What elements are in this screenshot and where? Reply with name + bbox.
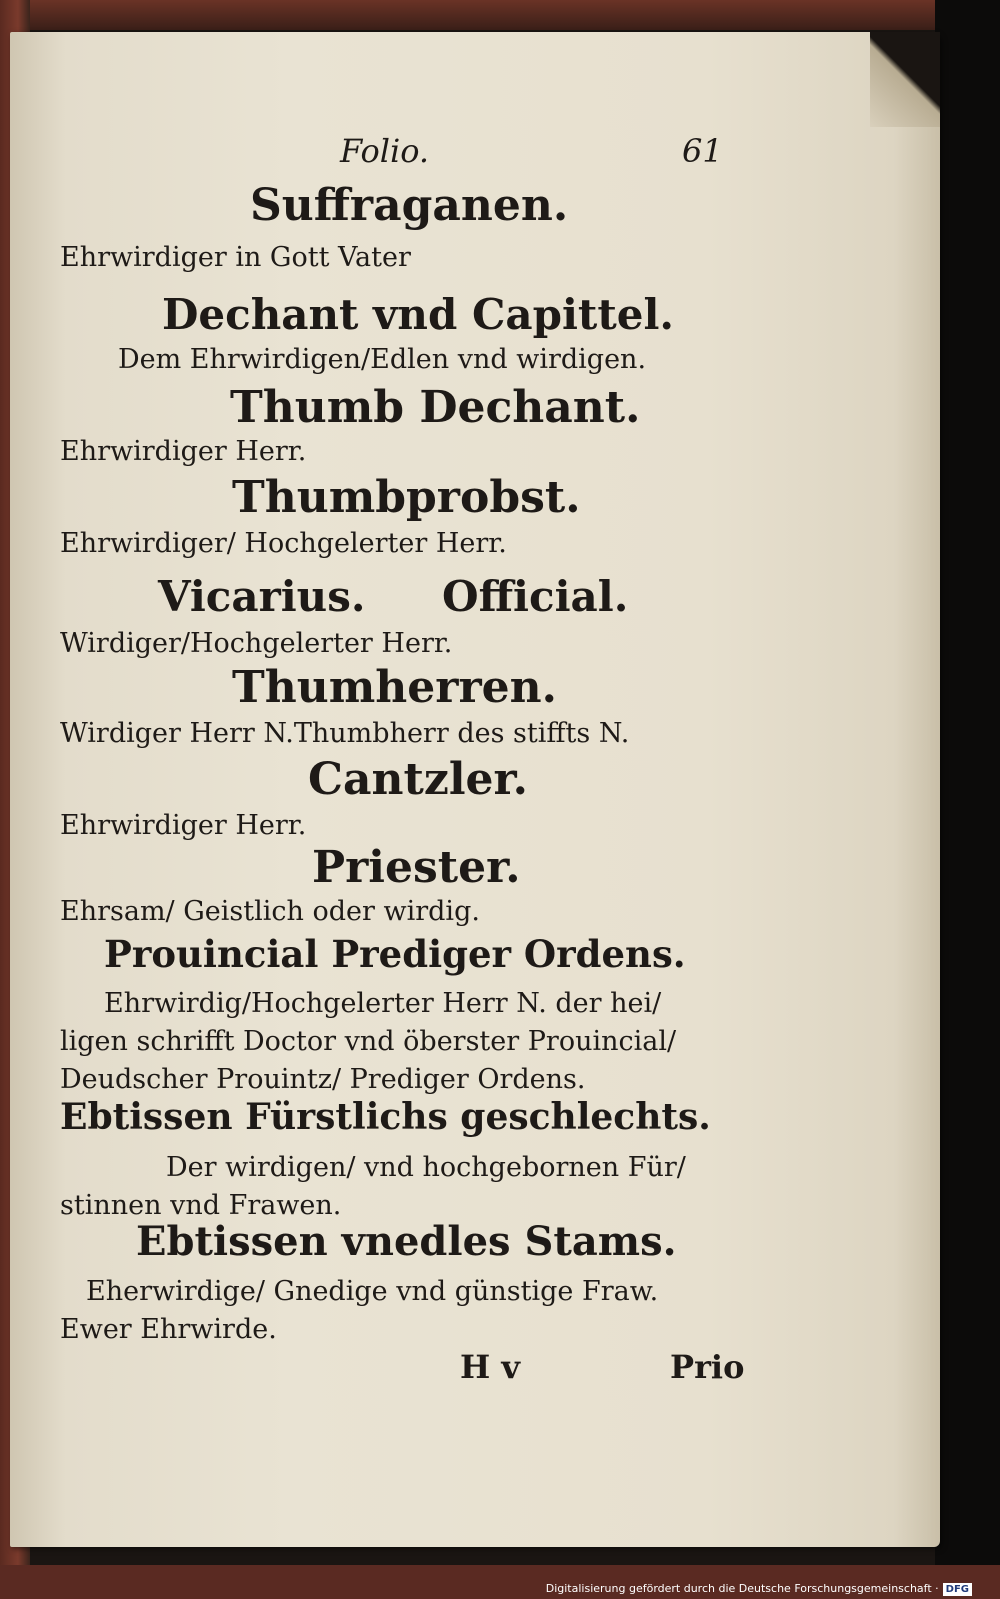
catchword: Prio (670, 1348, 745, 1386)
salutation-ebtissen-fuerstlich-line-1: Der wirdigen/ vnd hochgebornen Für/ (166, 1152, 686, 1183)
page-text (10, 32, 940, 1547)
book-page (10, 32, 940, 1547)
salutation-ebtissen-fuerstlich-line-2: stinnen vnd Frawen. (60, 1190, 342, 1221)
backdrop-right (935, 0, 1000, 1599)
salutation-ebtissen-vnedles-line-2: Ewer Ehrwirde. (60, 1314, 277, 1345)
heading-vicarius: Vicarius. (158, 572, 366, 621)
heading-cantzler: Cantzler. (308, 754, 528, 805)
salutation-prouincial-line-2: ligen schrifft Doctor vnd öberster Prouincial/ (60, 1026, 677, 1057)
heading-ebtissen-fuerstlich: Ebtissen Fürstlichs geschlechts. (60, 1096, 711, 1138)
salutation-suffraganen: Ehrwirdiger in Gott Vater (60, 242, 411, 273)
signature-mark: H v (460, 1348, 520, 1386)
dfg-logo: DFG (943, 1583, 972, 1596)
salutation-prouincial-line-1: Ehrwirdig/Hochgelerter Herr N. der hei/ (104, 988, 662, 1019)
salutation-thumbprobst: Ehrwirdiger/ Hochgelerter Herr. (60, 528, 507, 559)
heading-thumb-dechant: Thumb Dechant. (230, 382, 641, 433)
heading-dechant-capittel: Dechant vnd Capittel. (162, 290, 675, 339)
backdrop-top (0, 0, 1000, 30)
salutation-thumb-dechant: Ehrwirdiger Herr. (60, 436, 307, 467)
heading-suffraganen: Suffraganen. (250, 180, 569, 231)
heading-thumbprobst: Thumbprobst. (232, 472, 581, 523)
salutation-dechant-capittel: Dem Ehrwirdigen/Edlen vnd wirdigen. (118, 344, 647, 375)
heading-thumherren: Thumherren. (232, 662, 557, 713)
salutation-vicarius-official: Wirdiger/Hochgelerter Herr. (60, 628, 453, 659)
heading-prouincial: Prouincial Prediger Ordens. (104, 932, 686, 976)
salutation-thumherren: Wirdiger Herr N.Thumbherr des stiffts N. (60, 718, 630, 749)
salutation-cantzler: Ehrwirdiger Herr. (60, 810, 307, 841)
salutation-prouincial-line-3: Deudscher Prouintz/ Prediger Ordens. (60, 1064, 586, 1095)
heading-priester: Priester. (312, 842, 521, 893)
page-number: 61 (682, 132, 723, 170)
funding-credit (546, 1581, 972, 1597)
heading-ebtissen-vnedles: Ebtissen vnedles Stams. (136, 1218, 677, 1265)
funding-credit-text: Digitalisierung gefördert durch die Deutsche Forschungsgemeinschaft · (545, 1582, 939, 1595)
running-head: Folio. (340, 132, 430, 170)
salutation-priester: Ehrsam/ Geistlich oder wirdig. (60, 896, 480, 927)
heading-official: Official. (442, 572, 629, 621)
salutation-ebtissen-vnedles-line-1: Eherwirdige/ Gnedige vnd günstige Fraw. (86, 1276, 659, 1307)
